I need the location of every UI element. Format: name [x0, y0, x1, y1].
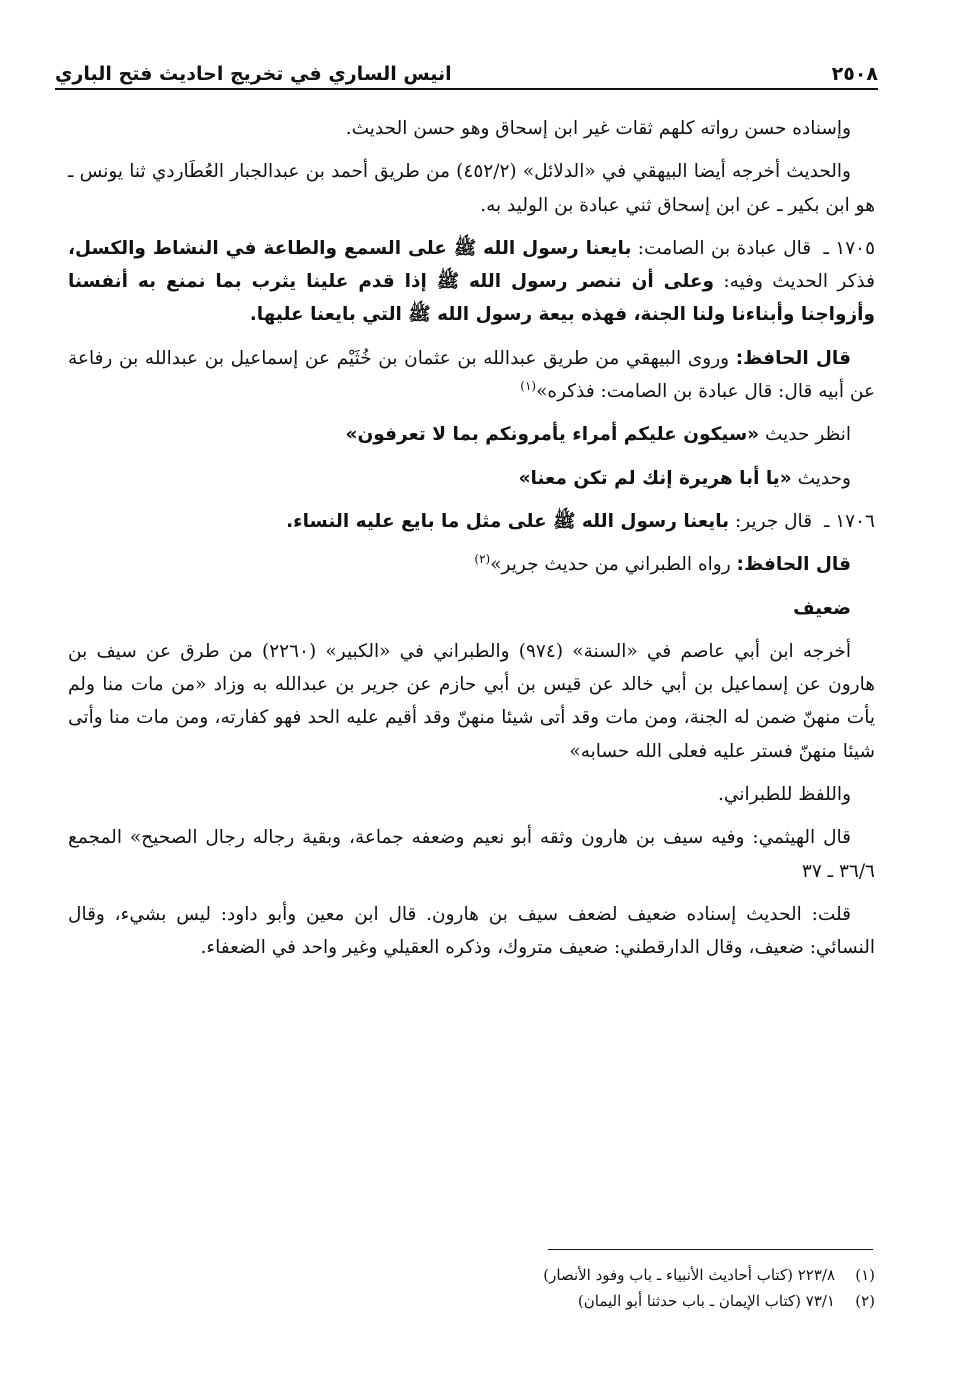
footnote-item	[440, 1262, 875, 1288]
paragraph-takhrij: أخرجه ابن أبي عاصم في «السنة» (٩٧٤) والطبراني في «الكبير» (٢٢٦٠) من طرق عن سيف بن هارون عن إسماعيل بن أبي خالد عن قيس بن أبي حازم عن جرير بن عبدالله به وزاد «من مات منا ولم يأت منهنّ ضمن له الجنة، ومن مات وقد أتى شيئا منهنّ وقد أقيم عليه الحد فهو كفارته، ومن مات منا وأتى شيئا منهنّ فستر عليه فعلى الله حسابه»	[68, 640, 875, 762]
book-title: انيس الساري في تخريج احاديث فتح الباري	[55, 63, 452, 85]
footnote-item	[440, 1288, 875, 1314]
footnotes	[440, 1262, 875, 1315]
footnote-ref[interactable]: (١)	[520, 378, 537, 393]
paragraph-bayhaqi: والحديث أخرجه أيضا البيهقي في «الدلائل» (٤٥٢/٢) من طريق أحمد بن عبدالجبار العُطَاردي ثنا يونس ـ هو ابن بكير ـ عن ابن إسحاق ثني عبادة بن الوليد به.	[68, 161, 875, 216]
hadith-text: بايعنا رسول الله ﷺ على السمع والطاعة في النشاط والكسل،	[68, 237, 632, 259]
grade-label: ضعيف	[793, 597, 851, 619]
grade	[68, 592, 875, 625]
qultu-label: قلت:	[811, 903, 852, 925]
paragraph-qultu	[68, 898, 875, 965]
footnote-text: ٢٢٣/٨ (كتاب أحاديث الأنبياء ـ باب وفود الأنصار)	[543, 1266, 835, 1284]
hadith-1706	[68, 505, 875, 538]
see-label: انظر حديث	[764, 424, 851, 446]
footnote-ref[interactable]: (٢)	[474, 552, 491, 567]
paragraph-lafz: واللفظ للطبراني.	[718, 784, 851, 806]
page-header	[55, 55, 878, 85]
see-label: وحديث	[797, 467, 851, 489]
footnote-number: (٢)	[855, 1292, 875, 1311]
see-also-2	[68, 462, 875, 495]
hadith-number: ١٧٠٥ ـ	[823, 237, 876, 259]
hadith-narrator: قال جرير:	[735, 510, 813, 532]
hadith-1705	[68, 232, 875, 332]
hadith-text: وعلى أن ننصر رسول الله ﷺ إذا قدم علينا يثرب بما نمنع به أنفسنا وأزواجنا وأبناءنا ولنا الجنة، فهذه بيعة رسول الله ﷺ التي بايعنا عليها.	[68, 271, 875, 326]
hafiz-text: رواه الطبراني من حديث جرير»	[490, 554, 731, 576]
page-number: ٢٥٠٨	[831, 63, 878, 85]
footnote-separator	[548, 1249, 873, 1250]
haythami-label: قال الهيثمي:	[752, 827, 852, 849]
hafiz-label: قال الحافظ:	[736, 554, 851, 576]
hafiz-comment	[68, 548, 875, 581]
see-hadith: «سيكون عليكم أمراء يأمرونكم بما لا تعرفون»	[345, 424, 760, 446]
main-text	[68, 112, 875, 975]
hadith-text: بايعنا رسول الله ﷺ على مثل ما بايع عليه النساء.	[286, 510, 730, 532]
hafiz-label: قال الحافظ:	[735, 347, 851, 369]
paragraph-isnad: وإسناده حسن رواته كلهم ثقات غير ابن إسحاق وهو حسن الحديث.	[345, 118, 851, 139]
hafiz-comment	[68, 342, 875, 409]
haythami-text: وفيه سيف بن هارون وثقه أبو نعيم وضعفه جماعة، وبقية رجاله رجال الصحيح» المجمع ٣٦/٦ ـ ٣٧	[68, 827, 875, 882]
footnote-number: (١)	[855, 1266, 875, 1284]
header-rule	[55, 88, 878, 90]
qultu-text: الحديث إسناده ضعيف لضعف سيف بن هارون. قال ابن معين وأبو داود: ليس بشيء، وقال النسائي: ضعيف، وقال الدارقطني: ضعيف متروك، وذكره العقيلي وغير واحد في الضعفاء.	[68, 903, 875, 959]
footnote-text: ٧٣/١ (كتاب الإيمان ـ باب حدثنا أبو اليمان)	[577, 1292, 835, 1311]
see-hadith: «يا أبا هريرة إنك لم تكن معنا»	[518, 467, 792, 489]
hadith-number: ١٧٠٦ ـ	[823, 510, 875, 532]
hafiz-text: وروى البيهقي من طريق عبدالله بن عثمان بن خُثَيْم عن إسماعيل بن عبدالله بن رفاعة عن أبيه قال: قال عبادة بن الصامت: فذكره»	[68, 347, 875, 403]
see-also	[68, 418, 875, 451]
hadith-narrator: قال عبادة بن الصامت:	[637, 237, 812, 259]
paragraph-haythami	[68, 821, 875, 888]
hadith-connector: فذكر الحديث وفيه:	[723, 271, 875, 293]
